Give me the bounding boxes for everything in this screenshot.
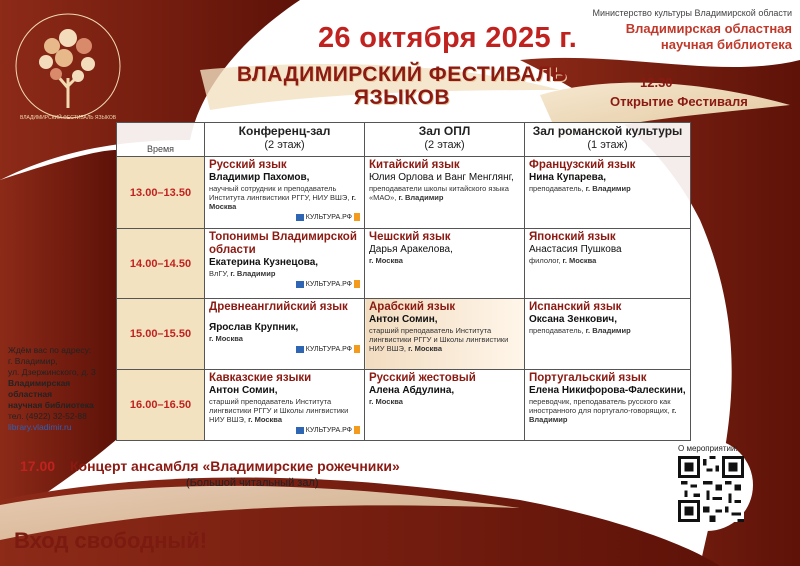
speaker-role: преподаватель, г. Владимир (529, 326, 631, 335)
schedule-cell (205, 157, 365, 229)
hall-header-romance (525, 123, 691, 157)
speaker-role (369, 397, 520, 406)
speaker-city: г. Москва (209, 193, 356, 211)
language-name: Топонимы Владимирской области (209, 231, 357, 256)
kultura-icon (296, 346, 304, 353)
speaker-name: Елена Никифорова-Фалескини, (529, 385, 686, 396)
hall-header-conference (205, 123, 365, 157)
address-street: ул. Дзержинского, д. 3 (8, 367, 96, 377)
library-name-line2: научная библиотека (660, 37, 792, 52)
free-entry: Вход свободный! (14, 528, 208, 553)
festival-title-line1: ВЛАДИМИРСКИЙ ФЕСТИВАЛЬ (236, 63, 568, 86)
qr-code[interactable] (678, 456, 744, 522)
address-city: г. Владимир, (8, 356, 58, 366)
org-name-3: научная библиотека (8, 400, 94, 410)
kultura-badge: КУЛЬТУРА.РФ (209, 426, 360, 434)
speaker-role (209, 334, 360, 343)
language-name: Японский язык (529, 231, 616, 243)
schedule-table (116, 122, 691, 441)
phone: тел. (4922) 32-52-88 (8, 411, 87, 421)
table-row (117, 157, 691, 229)
speaker-city: г. Москва (562, 256, 597, 265)
schedule-cell (205, 299, 365, 370)
table-row (117, 229, 691, 299)
hall-name: Конференц-зал (238, 124, 331, 138)
kultura-badge: КУЛЬТУРА.РФ (209, 213, 360, 221)
speaker-name: Владимир Пахомов, (209, 172, 310, 183)
library-name (572, 21, 792, 53)
library-name-line1: Владимирская областная (625, 21, 792, 36)
kultura-icon (296, 281, 304, 288)
org-name-2: областная (8, 389, 53, 399)
language-name: Арабский язык (369, 301, 456, 313)
speaker-city: г. Владимир (585, 184, 631, 193)
opening-label: Открытие Фестиваля (610, 94, 748, 109)
schedule-cell (525, 229, 691, 299)
language-name: Русский жестовый (369, 372, 476, 384)
speaker-role: старший преподаватель Института лингвистики РГГУ и Школы лингвистики НИУ ВШЭ, г. Москва (209, 397, 349, 424)
speaker-name: Екатерина Кузнецова, (209, 257, 319, 268)
time-slot: 15.00–15.50 (117, 299, 205, 370)
concert-title: Концерт ансамбля «Владимирские рожечники» (70, 458, 400, 474)
speaker-city: г. Москва (408, 344, 442, 353)
festival-title-line2: ЯЗЫКОВ (353, 86, 451, 109)
time-header: Время (117, 123, 205, 157)
schedule-cell (525, 299, 691, 370)
festival-title (212, 63, 592, 109)
kultura-icon (296, 427, 304, 434)
pushkin-card-icon (354, 213, 360, 221)
language-name: Испанский язык (529, 301, 622, 313)
speaker-name: Нина Купарева, (529, 172, 607, 183)
hall-floor: (2 этаж) (424, 139, 465, 151)
address-intro: Ждём вас по адресу: (8, 345, 92, 355)
kultura-icon (296, 214, 304, 221)
speaker-name: Оксана Зенкович, (529, 314, 618, 325)
schedule-cell (365, 229, 525, 299)
concert-time: 17.00 (20, 458, 56, 474)
language-name: Чешский язык (369, 231, 451, 243)
speaker-name: Дарья Аракелова, (369, 244, 453, 255)
kultura-badge: КУЛЬТУРА.РФ (209, 345, 360, 353)
schedule-cell (365, 370, 525, 441)
concert-place: (Большой читальный зал) (186, 477, 319, 489)
org-name-1: Владимирская (8, 378, 71, 388)
schedule-cell (205, 229, 365, 299)
language-name: Древнеанглийский язык (209, 301, 348, 313)
speaker-name: Антон Сомин, (369, 314, 438, 325)
speaker-name: Юлия Орлова и Ванг Менглянг, (369, 172, 514, 183)
speaker-city: г. Москва (248, 415, 282, 424)
schedule-cell (365, 157, 525, 229)
language-name: Китайский язык (369, 159, 460, 171)
hall-floor: (1 этаж) (587, 139, 628, 151)
speaker-city: г. Москва (209, 334, 243, 343)
speaker-role: старший преподаватель Института лингвистики РГГУ и Школы лингвистики НИУ ВШЭ, г. Москва (369, 326, 509, 353)
hall-name: Зал ОПЛ (418, 124, 471, 138)
festival-logo (8, 8, 136, 126)
time-slot: 13.00–13.50 (117, 157, 205, 229)
speaker-city: г. Владимир (529, 406, 677, 424)
schedule-cell (525, 157, 691, 229)
kultura-badge: КУЛЬТУРА.РФ (209, 280, 360, 288)
schedule-cell (365, 299, 525, 370)
speaker-role: преподаватели школы китайского языка «МАО», г. Владимир (369, 184, 509, 202)
speaker-name: Анастасия Пушкова (529, 244, 622, 255)
speaker-city: г. Владимир (585, 326, 631, 335)
language-name: Русский язык (209, 159, 287, 171)
ministry-label: Министерство культуры Владимирской области (592, 8, 792, 18)
speaker-name: Алена Абдулина, (369, 385, 455, 396)
hall-floor: (2 этаж) (264, 139, 305, 151)
speaker-city: г. Москва (369, 256, 403, 265)
language-name: Кавказские языки (209, 372, 312, 384)
hall-name: Зал романской культуры (532, 124, 683, 138)
speaker-name: Антон Сомин, (209, 385, 278, 396)
speaker-role: ВлГУ, г. Владимир (209, 269, 276, 278)
language-name: Португальский язык (529, 372, 647, 384)
speaker-role: филолог, г. Москва (529, 256, 597, 265)
speaker-city: г. Владимир (230, 269, 276, 278)
hall-header-opl (365, 123, 525, 157)
speaker-city: г. Москва (369, 397, 403, 406)
schedule-cell (525, 370, 691, 441)
speaker-role: научный сотрудник и преподаватель Института лингвистики РГГУ, НИУ ВШЭ, г. Москва (209, 184, 356, 211)
svg-text:ВЛАДИМИРСКИЙ ФЕСТИВАЛЬ ЯЗЫКОВ: ВЛАДИМИРСКИЙ ФЕСТИВАЛЬ ЯЗЫКОВ (19, 115, 117, 121)
event-date: 26 октября 2025 г. (318, 22, 578, 54)
table-row (117, 370, 691, 441)
schedule-cell (205, 370, 365, 441)
pushkin-card-icon (354, 280, 360, 288)
speaker-name: Ярослав Крупник, (209, 322, 299, 333)
speaker-role (369, 256, 520, 265)
speaker-role: преподаватель, г. Владимир (529, 184, 631, 193)
pushkin-card-icon (354, 426, 360, 434)
time-slot: 14.00–14.50 (117, 229, 205, 299)
qr-label: О мероприятии: (678, 444, 738, 453)
time-slot: 16.00–16.50 (117, 370, 205, 441)
website-link[interactable]: library.vladimir.ru (8, 422, 72, 432)
speaker-city: г. Владимир (398, 193, 444, 202)
table-row (117, 299, 691, 370)
pushkin-card-icon (354, 345, 360, 353)
speaker-role: переводчик, преподаватель русского как иностранного для португало-говорящих, г. Владимир (529, 397, 677, 424)
opening-time: 12.30 (640, 75, 673, 90)
language-name: Французский язык (529, 159, 636, 171)
table-header-row (117, 123, 691, 157)
address-block (8, 345, 116, 433)
